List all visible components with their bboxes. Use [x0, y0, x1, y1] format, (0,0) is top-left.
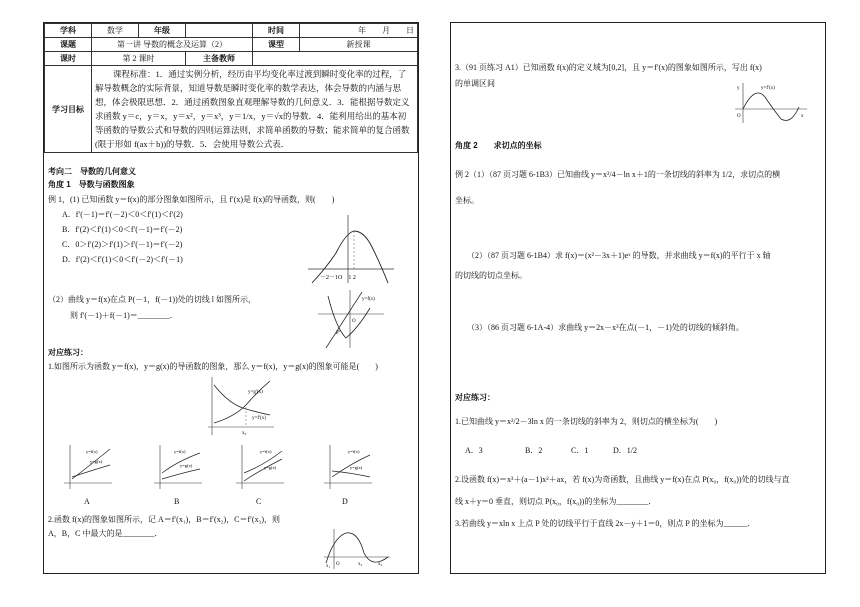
type-label: 课型 [253, 38, 300, 52]
label-g: y=g(x) [180, 463, 193, 468]
ex2-2-line1: （2）（87 页习题 6-1B4）求 f(x)＝(x²－3x＋1)eˣ 的导数，并求曲线 y＝f(x)的平行于 x 轴 [467, 251, 771, 260]
label-o: O [737, 114, 741, 119]
curve-fx [326, 533, 388, 563]
teacher-value [253, 52, 418, 66]
label-f: y=f(x) [174, 449, 186, 454]
fig2-label-p: P [336, 330, 340, 336]
ex1-option-c: C．0＞f′(2)＞f′(1)＞f′(－1)＝f′(－2) [62, 240, 183, 249]
label-f: y=f(x) [260, 449, 272, 454]
ex1-2-line1: （2）曲线 y＝f(x)在点 P(－1，f(－1))处的切线 l 如图所示， [48, 295, 256, 304]
label-g: y=g(x) [90, 459, 103, 464]
practice-1-figure [204, 375, 276, 437]
fig1-ticks: －2－1O 1 2 [320, 275, 356, 281]
teacher-label: 主备教师 [186, 52, 253, 66]
option-d-graph [322, 443, 374, 491]
subject-label: 学科 [45, 24, 92, 38]
tangent-line-l [326, 292, 362, 348]
r1-option-a: A．3 [465, 446, 483, 455]
label-x2: x₂ [358, 562, 363, 567]
time-value: 年 月 日 [300, 24, 418, 38]
ex1-option-d: D．f′(2)＜f′(1)＜0＜f′(－2)＜f′(－1) [62, 255, 183, 264]
practice-heading-right: 对应练习： [455, 393, 495, 402]
ex2-2-line2: 的切线的切点坐标。 [455, 271, 527, 280]
q3-figure [733, 81, 809, 125]
hour-label: 课时 [45, 52, 92, 66]
option-b-graph [152, 443, 204, 491]
right-page [450, 22, 826, 574]
ex1-2-figure [316, 288, 386, 350]
lesson-header-table [44, 23, 418, 153]
label-y: y [737, 86, 740, 91]
label-x1: x₁ [326, 564, 331, 569]
ex2-1-line1: 例 2（1）（87 页习题 6-1B3）已知曲线 y＝x²/4－ln x＋1的一条切线的斜率为 1/2，求切点的横 [455, 170, 781, 179]
left-page [43, 22, 419, 574]
goal-label: 学习目标 [45, 66, 92, 153]
curve-fprime [743, 93, 799, 121]
goal-text: 课程标准：1．通过实例分析，经历由平均变化率过渡到瞬时变化率的过程，了解导数概念的实际背景，知道导数是瞬时变化率的数学表达，体会导数的内涵与思想，体会极限思想．2．通过函数图象直观理解导数的几何意义．3．能根据导数定义求函数 y＝c，y＝x，y＝x²，y＝x³，y＝1/x，y＝√x的导数．4．能利用给出的基本初等函数的导数公式和导数的四则运算法则，求简单函数的导数；能求简单的复合函数(限于形如 f(ax＋b))的导数．5．会使用导数公式表． [92, 66, 418, 153]
option-c-label: C [256, 497, 262, 506]
label-f: y=f(x) [348, 449, 360, 454]
label-o: O [336, 562, 340, 567]
section-kaoxiang: 考向二 导数的几何意义 [48, 167, 136, 176]
r1-stem: 1.已知曲线 y＝x²/2－3ln x 的一条切线的斜率为 2，则切点的横坐标为( ) [455, 417, 718, 426]
label-g: y=g(x) [264, 465, 277, 470]
label-gprime: y=g′(x) [248, 390, 263, 395]
ex1-option-a: A．f′(－1)＝f′(－2)＜0＜f′(1)＜f′(2) [62, 210, 183, 219]
curve-fx [328, 296, 370, 338]
topic-label: 课题 [45, 38, 92, 52]
type-value: 新授课 [300, 38, 418, 52]
time-label: 时间 [253, 24, 300, 38]
label-x3: x₃ [378, 562, 383, 567]
practice-heading-left: 对应练习： [48, 348, 88, 357]
grade-label: 年级 [139, 24, 186, 38]
option-b-label: B [174, 497, 180, 506]
hour-value: 第 2 课时 [92, 52, 186, 66]
label-fprime: y=f′(x) [252, 416, 266, 421]
option-a-graph [62, 443, 114, 491]
fig2-label-o: O [352, 319, 356, 324]
q3-line1: 3.（91 页练习 A1）已知函数 f(x)的定义域为[0,2]，且 y＝f′(x)的图象如图所示，写出 f(x) [455, 63, 762, 72]
curve-f [244, 459, 282, 481]
practice-2-figure [322, 527, 392, 571]
practice-2-line2: A，B，C 中最大的是________． [48, 529, 163, 538]
q3-line2: 的单调区间 [455, 79, 495, 88]
topic-value: 第一讲 导数的概念及运算（2） [92, 38, 253, 52]
label-x: x [801, 114, 804, 119]
r1-option-b: B．2 [525, 446, 543, 455]
curve-g [72, 465, 110, 477]
ex1-stem: 例 1，(1) 已知函数 y＝f(x)的部分图象如图所示，且 f′(x)是 f(x)的导函数，则( ) [48, 195, 335, 204]
section-jiaodu2: 角度 2 求切点的坐标 [455, 141, 542, 150]
section-jiaodu1: 角度 1 导数与函数图象 [48, 180, 135, 189]
option-c-graph [234, 443, 286, 491]
r2-line1: 2.设函数 f(x)＝x³＋(a－1)x²＋ax，若 f(x)为奇函数，且曲线 y＝f(x)在点 P(x₀，f(x₀))处的切线与直 [455, 475, 790, 484]
curve-g [162, 469, 200, 479]
option-d-label: D [342, 497, 348, 506]
r2-line2: 线 x＋y＝0 垂直，则切点 P(x₀，f(x₀))的坐标为________． [455, 497, 657, 506]
r3: 3.若曲线 y＝xln x 上点 P 处的切线平行于直线 2x－y＋1＝0，则点 P 的坐标为______． [455, 519, 756, 528]
ex2-1-line2: 坐标。 [455, 196, 479, 205]
ex1-2-line2: 则 f′(－1)＋f(－1)＝________． [70, 311, 178, 320]
label-x0: x₀ [242, 431, 247, 436]
ex1-figure [306, 213, 396, 285]
ex1-option-b: B．f′(2)＜f′(1)＜0＜f′(－1)＝f′(－2) [62, 225, 183, 234]
r1-option-d: D．1/2 [613, 446, 637, 455]
label-g: y=g(x) [350, 465, 363, 470]
r1-option-c: C．1 [571, 446, 589, 455]
grade-value [186, 24, 253, 38]
option-a-label: A [84, 497, 90, 506]
practice-2-line1: 2.函数 f(x)的图象如图所示，记 A＝f′(x₁)，B＝f′(x₂)，C＝f′(x₃)，则 [48, 515, 281, 524]
practice-1-stem: 1.如图所示为函数 y＝f(x)，y＝g(x)的导函数的图象，那么 y＝f(x)，y＝g(x)的图象可能是( ) [48, 362, 378, 371]
label-f: y=f(x) [86, 449, 98, 454]
fig2-label-fx: y=f(x) [362, 297, 375, 302]
subject-value: 数学 [92, 24, 139, 38]
ex2-3: （3）（86 页习题 6-1A-4）求曲线 y＝2x－x³在点(－1，－1)处的切线的倾斜角。 [467, 323, 744, 332]
label-fprime: y=f′(x) [761, 86, 775, 91]
curve-g [332, 471, 370, 477]
